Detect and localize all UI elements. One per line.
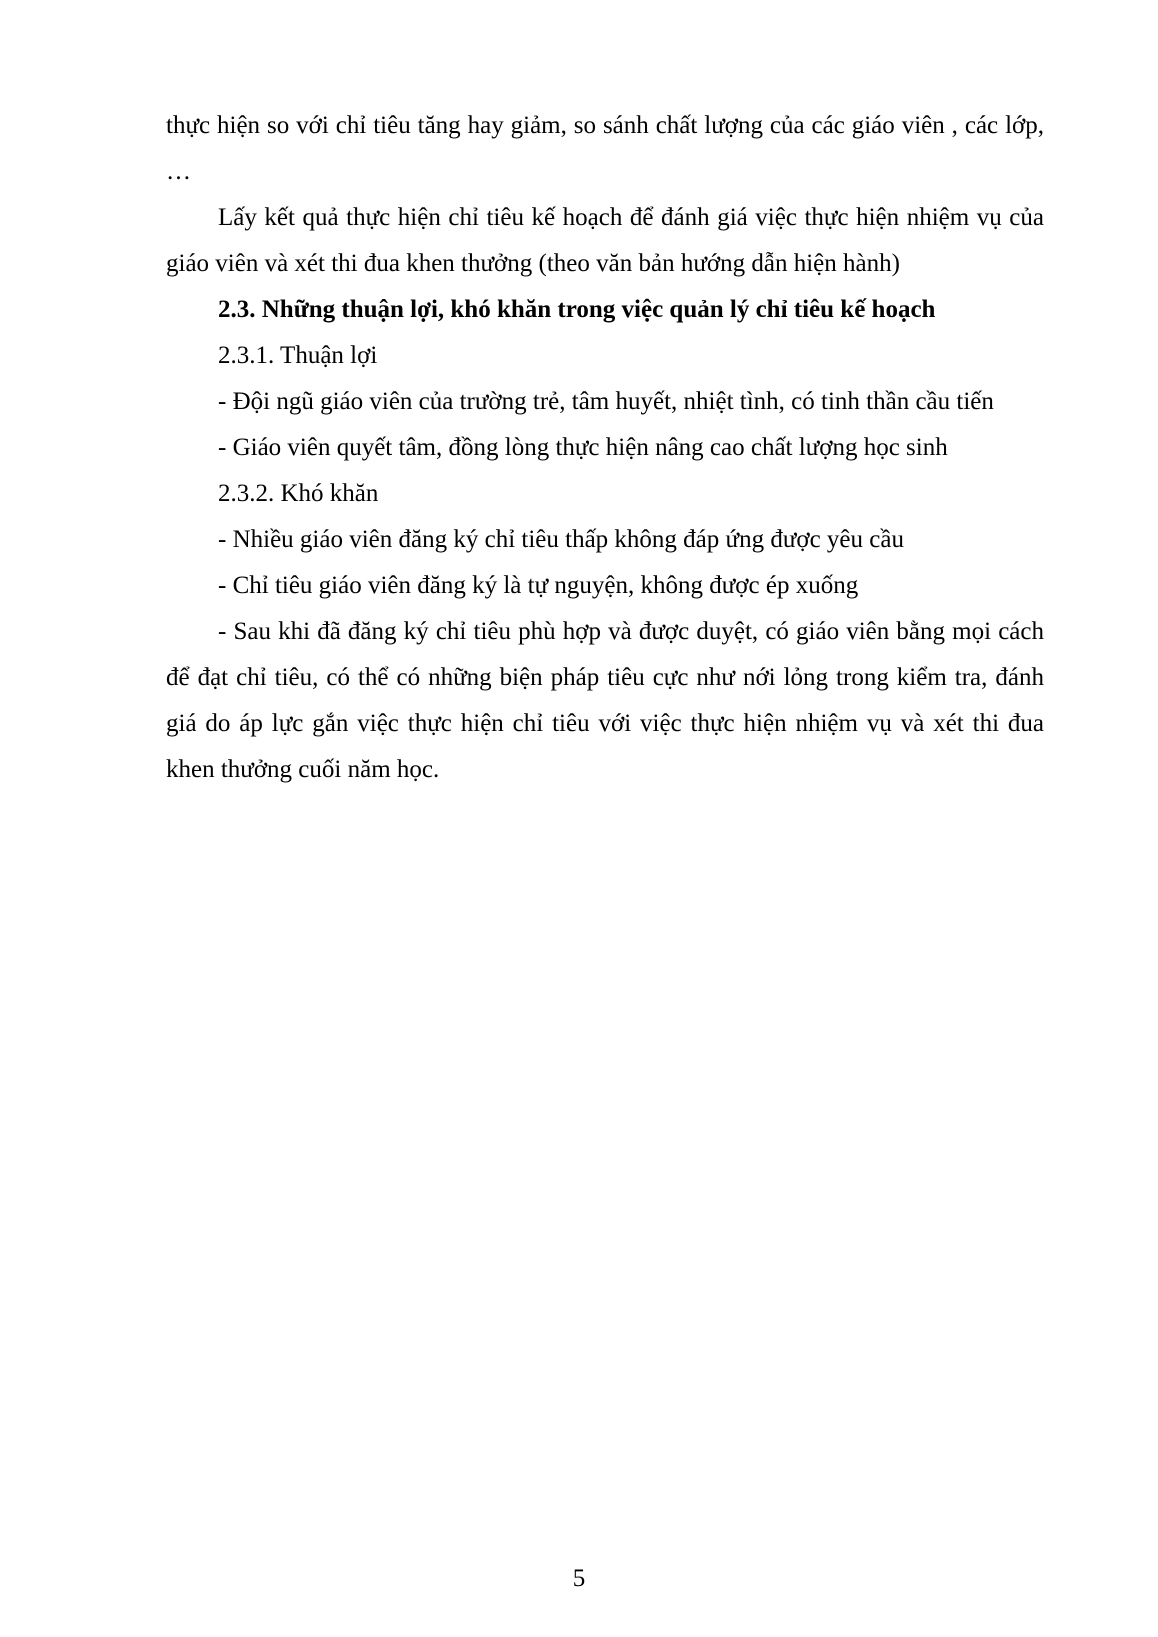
page-number: 5: [572, 1565, 586, 1592]
list-item-advantage-1: - Đội ngũ giáo viên của trường trẻ, tâm huyết, nhiệt tình, có tinh thần cầu tiến: [218, 388, 994, 415]
section-heading: 2.3. Những thuận lợi, khó khăn trong việc quản lý chỉ tiêu kế hoạch: [218, 296, 936, 323]
list-item-difficulty-3: - Sau khi đã đăng ký chỉ tiêu phù hợp và được duyệt, có giáo viên bằng mọi cách để đạt chỉ tiêu, có thể có những biện pháp tiêu cực như nới lỏng trong kiểm tra, đánh giá do áp lực gắn việc thực hiện chỉ tiêu với việc thực hiện nhiệm vụ và xét thi đua khen thưởng cuối năm học.: [166, 618, 1044, 783]
paragraph-continuation: thực hiện so với chỉ tiêu tăng hay giảm, so sánh chất lượng của các giáo viên , các lớp, …: [166, 112, 1044, 185]
list-item-difficulty-2: - Chỉ tiêu giáo viên đăng ký là tự nguyện, không được ép xuống: [218, 572, 859, 599]
paragraph-evaluation: Lấy kết quả thực hiện chỉ tiêu kế hoạch để đánh giá việc thực hiện nhiệm vụ của giáo viên và xét thi đua khen thưởng (theo văn bản hướng dẫn hiện hành): [166, 204, 1044, 277]
subsection-heading-difficulties: 2.3.2. Khó khăn: [218, 480, 379, 507]
list-item-difficulty-1: - Nhiều giáo viên đăng ký chỉ tiêu thấp không đáp ứng được yêu cầu: [218, 526, 904, 553]
document-body: [166, 103, 1044, 793]
subsection-heading-advantages: 2.3.1. Thuận lợi: [218, 342, 378, 369]
list-item-advantage-2: - Giáo viên quyết tâm, đồng lòng thực hiện nâng cao chất lượng học sinh: [218, 434, 948, 461]
